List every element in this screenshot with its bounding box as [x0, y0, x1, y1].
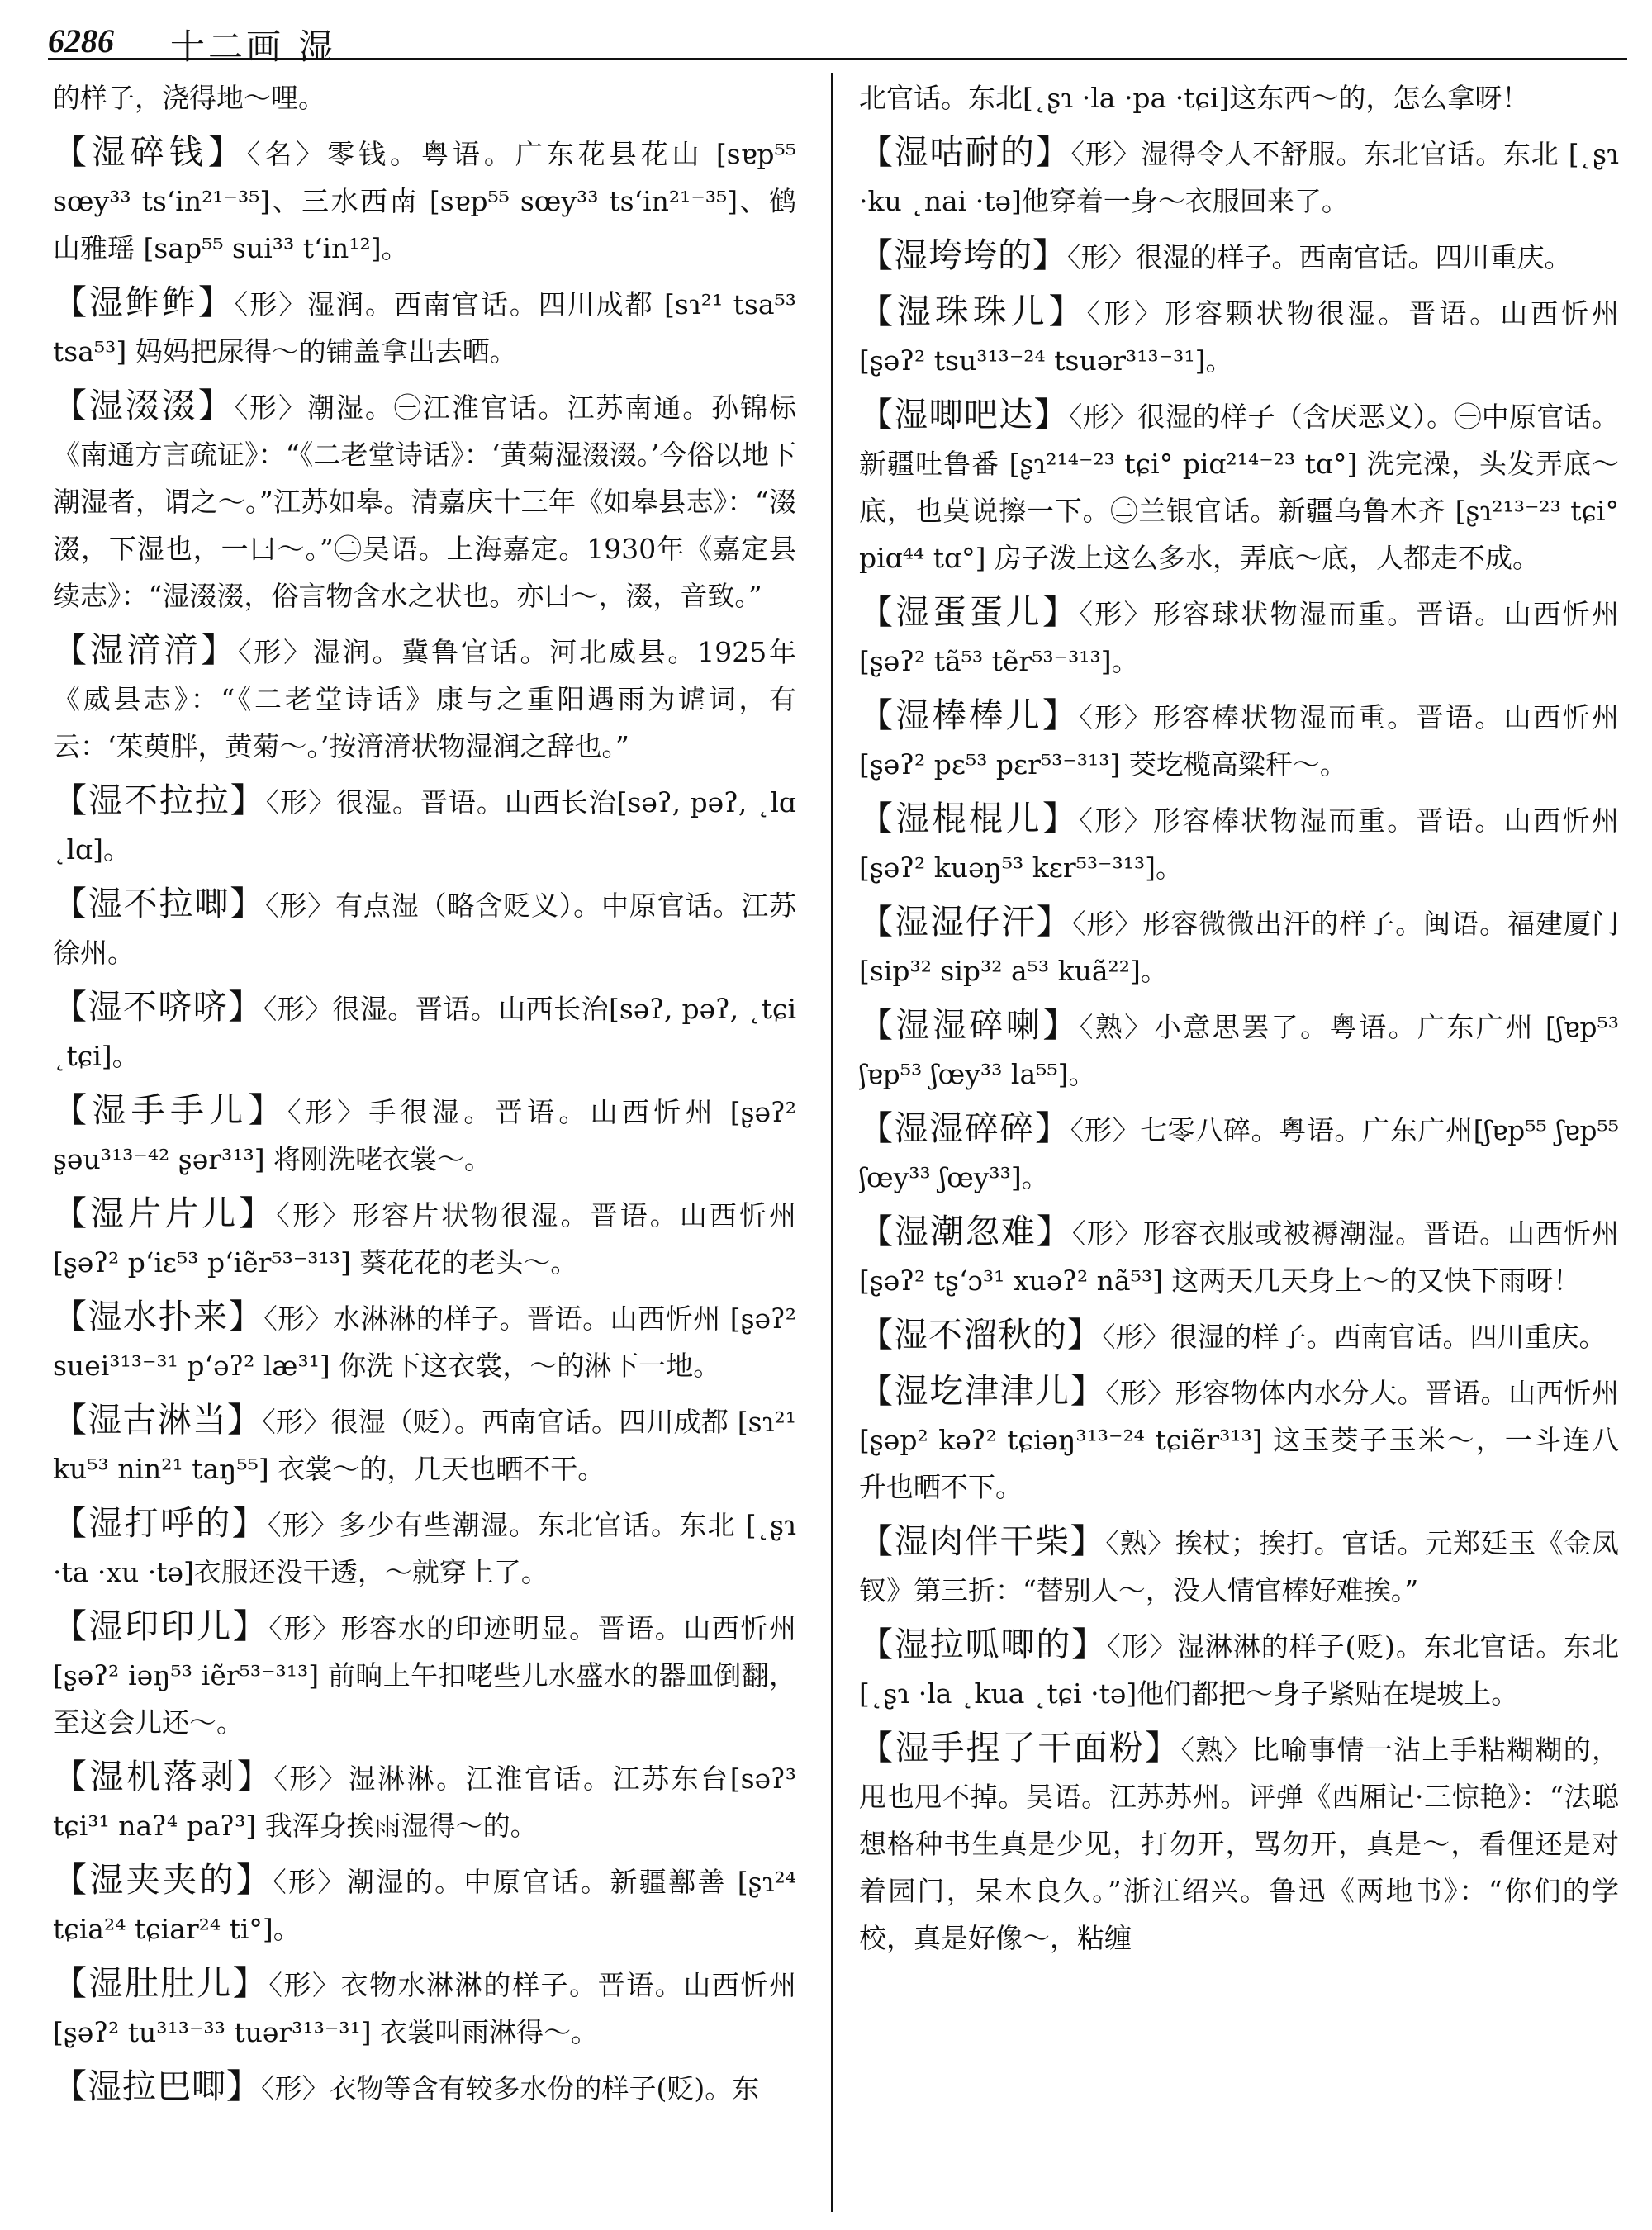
entry-definition: 〈形〉形容颗状物很湿。晋语。山西忻州 [ʂəʔ² tsu³¹³⁻²⁴ tsuər³¹³⁻³¹]。 [859, 297, 1619, 377]
entry-definition: 北官话。东北[˛ʂɿ ·la ·pa ·tɕi]这东西～的，怎么拿呀！ [859, 82, 1530, 114]
dictionary-entry [53, 1753, 796, 1849]
dictionary-entry [53, 129, 796, 272]
dictionary-entry [53, 880, 796, 976]
entry-definition: 〈形〉手很湿。晋语。山西忻州 [ʂəʔ² ʂəu³¹³⁻⁴² ʂər³¹³] 将刚洗咾衣裳～。 [53, 1096, 796, 1175]
dictionary-entry [53, 1293, 796, 1389]
header-rule [48, 58, 1627, 60]
entry-definition: 〈形〉很湿的样子。西南官话。四川重庆。 [1067, 241, 1572, 273]
entry-definition: 〈形〉形容微微出汗的样子。闽语。福建厦门 [sip³² sip³² a⁵³ kuã²²]。 [859, 908, 1619, 987]
dictionary-entry [53, 1500, 796, 1596]
entry-headword: 【湿唧吧达】 [859, 395, 1069, 434]
entry-definition: 〈熟〉小意思罢了。粤语。广东广州 [ʃɐp⁵³ ʃɐp⁵³ ʃœy³³ la⁵⁵]。 [859, 1011, 1619, 1090]
entry-headword: 【湿片片儿】 [53, 1193, 277, 1233]
entry-headword: 【湿手捏了干面粉】 [859, 1728, 1181, 1767]
entry-definition: 〈形〉很湿的样子（含厌恶义）。㊀中原官话。新疆吐鲁番 [ʂɿ²¹⁴⁻²³ tɕi° piɑ²¹⁴⁻²³ tɑ°] 洗完澡，头发弄底～底，也莫说擦一下。㊁兰银官话。新疆乌鲁木齐 [ʂɿ²¹³⁻²³ tɕi° piɑ⁴⁴ tɑ°] 房子泼上这么多水，弄底～底，人都走不成。 [859, 401, 1619, 574]
entry-headword: 【湿机落剥】 [53, 1757, 274, 1796]
entry-definition: 〈形〉多少有些潮湿。东北官话。东北 [˛ʂɿ ·ta ·xu ·tə]衣服还没干透，～就穿上了。 [53, 1509, 796, 1588]
entry-headword: 【湿棍棍儿】 [859, 799, 1080, 838]
dictionary-entry [53, 73, 796, 121]
dictionary-entry [859, 1002, 1619, 1098]
entry-headword: 【湿湇湇】 [53, 630, 238, 670]
dictionary-entry [859, 692, 1619, 788]
entry-headword: 【湿垮垮的】 [859, 235, 1067, 275]
entry-definition: 〈熟〉挨杖；挨打。官话。元郑廷玉《金凤钗》第三折：“替别人～，没人情官棒好难挨。” [859, 1527, 1619, 1606]
dictionary-entry [53, 1087, 796, 1183]
entry-headword: 【湿肚肚儿】 [53, 1963, 269, 2003]
entry-headword: 【湿打呼的】 [53, 1503, 268, 1543]
entry-definition: 〈名〉零钱。粤语。广东花县花山 [sɐp⁵⁵ sœy³³ tsʻin²¹⁻³⁵]、三水西南 [sɐp⁵⁵ sœy³³ tsʻin²¹⁻³⁵]、鹤山雅瑶 [sap⁵⁵ sui³³ tʻin¹²]。 [53, 138, 796, 264]
entry-headword: 【湿手手儿】 [53, 1090, 287, 1130]
dictionary-entry [859, 232, 1619, 281]
column-divider [831, 73, 833, 2212]
entry-definition: 〈形〉湿润。西南官话。四川成都 [sɿ²¹ tsa⁵³ tsa⁵³] 妈妈把尿得～的铺盖拿出去晒。 [53, 288, 796, 368]
entry-definition: 〈形〉湿淋淋。江淮官话。江苏东台[səʔ³ tɕi³¹ naʔ⁴ paʔ³] 我浑身挨雨湿得～的。 [53, 1763, 796, 1842]
page-number: 6286 [48, 22, 114, 59]
dictionary-entry [859, 1368, 1619, 1511]
entry-headword: 【湿不拉唧】 [53, 884, 266, 923]
entry-definition: 〈形〉有点湿（略含贬义）。中原官话。江苏徐州。 [53, 890, 796, 969]
entry-headword: 【湿湿碎碎】 [859, 1108, 1070, 1148]
entry-headword: 【湿蛋蛋儿】 [859, 592, 1080, 632]
entry-definition: 〈形〉形容衣服或被褥潮湿。晋语。山西忻州 [ʂəʔ² tʂʻɔ³¹ xuəʔ² nã⁵³] 这两天几天身上～的又快下雨呀！ [859, 1217, 1619, 1297]
dictionary-entry [859, 1518, 1619, 1614]
dictionary-entry [53, 777, 796, 873]
entry-headword: 【湿古淋当】 [53, 1400, 263, 1440]
dictionary-entry [53, 2063, 796, 2112]
page-header [48, 18, 1627, 67]
entry-definition: 〈形〉很湿。晋语。山西长治[səʔ, pəʔ, ˛lɑ ˛lɑ]。 [53, 786, 796, 866]
dictionary-entry [859, 1621, 1619, 1717]
dictionary-entry [859, 1208, 1619, 1304]
entry-headword: 【湿湿仔汗】 [859, 902, 1072, 942]
dictionary-entry [53, 1960, 796, 2056]
entry-headword: 【湿不拉拉】 [53, 780, 266, 820]
left-column [53, 73, 796, 2220]
entry-headword: 【湿湿碎喇】 [859, 1005, 1080, 1045]
entry-definition: 〈形〉形容球状物湿而重。晋语。山西忻州 [ʂəʔ² tã⁵³ tẽr⁵³⁻³¹³]。 [859, 598, 1619, 677]
entry-definition: 〈形〉潮湿。㊀江淮官话。江苏南通。孙锦标《南通方言疏证》：“《二老堂诗话》：‘黄菊湿涰涰。’今俗以地下潮湿者，谓之～。”江苏如皋。清嘉庆十三年《如皋县志》：“涰涰，下湿也，一曰～。”㊁吴语。上海嘉定。1930年《嘉定县续志》：“湿涰涰，俗言物含水之状也。亦曰～，涰，音致。” [53, 391, 796, 612]
entry-headword: 【湿鲊鲊】 [53, 282, 235, 322]
entry-definition: 〈形〉水淋淋的样子。晋语。山西忻州 [ʂəʔ² suei³¹³⁻³¹ pʻəʔ² læ³¹] 你洗下这衣裳，～的淋下一地。 [53, 1302, 796, 1382]
entry-headword: 【湿珠珠儿】 [859, 292, 1087, 331]
entry-definition: 〈形〉很湿。晋语。山西长治[səʔ, pəʔ, ˛tɕi ˛tɕi]。 [53, 993, 796, 1072]
entry-headword: 【湿不溜秋的】 [859, 1315, 1102, 1355]
entry-definition: 〈形〉形容棒状物湿而重。晋语。山西忻州 [ʂəʔ² kuəŋ⁵³ kɛr⁵³⁻³¹³]。 [859, 804, 1619, 884]
section-title: 十二画 湿 [170, 26, 337, 67]
entry-definition: 〈形〉湿润。冀鲁官话。河北威县。1925年《威县志》：“《二老堂诗话》康与之重阳遇雨为谑词，有云：‘茱萸胖，黄菊～。’按湇湇状物湿润之辞也。” [53, 636, 796, 762]
entry-headword: 【湿印印儿】 [53, 1606, 269, 1646]
entry-definition: 〈形〉衣物水淋淋的样子。晋语。山西忻州 [ʂəʔ² tu³¹³⁻³³ tuər³¹³⁻³¹] 衣裳叫雨淋得～。 [53, 1969, 796, 2048]
dictionary-entry [859, 589, 1619, 685]
entry-definition: 〈形〉潮湿的。中原官话。新疆鄯善 [ʂɿ²⁴ tɕia²⁴ tɕiar²⁴ ti°]。 [53, 1866, 796, 1945]
dictionary-entry [859, 1725, 1619, 1962]
dictionary-entry [53, 984, 796, 1079]
entry-headword: 【湿不哜哜】 [53, 987, 263, 1027]
entry-headword: 【湿涰涰】 [53, 386, 235, 425]
entry-headword: 【湿棒棒儿】 [859, 695, 1080, 735]
entry-definition: 〈形〉衣物等含有较多水份的样子(贬)。东 [261, 2072, 760, 2104]
dictionary-entry [859, 129, 1619, 225]
entry-definition: 〈形〉形容物体内水分大。晋语。山西忻州 [ʂəp² kəʔ² tɕiəŋ³¹³⁻²⁴ tɕiẽr³¹³] 这玉茭子玉米～，一斗连八升也晒不下。 [859, 1377, 1619, 1503]
dictionary-entry [859, 1105, 1619, 1201]
dictionary-entry [859, 391, 1619, 581]
right-column [859, 73, 1619, 2220]
dictionary-entry [53, 1857, 796, 1952]
entry-headword: 【湿圪津津儿】 [859, 1371, 1106, 1411]
entry-definition: 〈形〉湿得令人不舒服。东北官话。东北 [˛ʂɿ ·ku ˛nai ·tə]他穿着一身～衣服回来了。 [859, 138, 1619, 217]
entry-headword: 【湿夹夹的】 [53, 1860, 273, 1900]
entry-definition: 〈熟〉比喻事情一沾上手粘糊糊的，甩也甩不掉。吴语。江苏苏州。评弹《西厢记·三惊艳》：“法聪想格种书生真是少见，打勿开，骂勿开，真是～，看俚还是对着园门，呆木良久。”浙江绍兴。鲁迅《两地书》：“你们的学校，真是好像～，粘缠 [859, 1734, 1619, 1954]
dictionary-entry [859, 899, 1619, 994]
entry-definition: 〈形〉湿淋淋的样子(贬)。东北官话。东北[˛ʂɿ ·la ˛kua ˛tɕi ·tə]他们都把～身子紧贴在堤坡上。 [859, 1630, 1619, 1710]
dictionary-entry [859, 795, 1619, 891]
entry-headword: 【湿拉呱唧的】 [859, 1625, 1108, 1664]
dictionary-entry [53, 627, 796, 770]
dictionary-entry [53, 279, 796, 375]
entry-headword: 【湿水扑来】 [53, 1297, 264, 1336]
entry-headword: 【湿咕耐的】 [859, 132, 1071, 172]
entry-definition: 〈形〉很湿的样子。西南官话。四川重庆。 [1102, 1321, 1607, 1353]
dictionary-entry [53, 1397, 796, 1492]
entry-headword: 【湿肉伴干柴】 [859, 1521, 1106, 1561]
entry-headword: 【湿潮忽难】 [859, 1212, 1072, 1251]
dictionary-entry [53, 382, 796, 619]
dictionary-entry [859, 1312, 1619, 1360]
dictionary-entry [859, 73, 1619, 121]
dictionary-entry [859, 288, 1619, 384]
entry-headword: 【湿拉巴唧】 [53, 2066, 261, 2106]
entry-definition: 的样子，浇得地～哩。 [53, 82, 325, 114]
dictionary-entry [53, 1603, 796, 1746]
entry-definition: 〈形〉形容片状物很湿。晋语。山西忻州 [ʂəʔ² pʻiɛ⁵³ pʻiẽr⁵³⁻³¹³] 葵花花的老头～。 [53, 1199, 796, 1279]
entry-definition: 〈形〉七零八碎。粤语。广东广州[ʃɐp⁵⁵ ʃɐp⁵⁵ ʃœy³³ ʃœy³³]。 [859, 1114, 1619, 1193]
entry-definition: 〈形〉形容棒状物湿而重。晋语。山西忻州 [ʂəʔ² pɛ⁵³ pɛr⁵³⁻³¹³] 茭圪榄高粱秆～。 [859, 701, 1619, 780]
entry-headword: 【湿碎钱】 [53, 132, 247, 172]
entry-definition: 〈形〉很湿（贬）。西南官话。四川成都 [sɿ²¹ ku⁵³ nin²¹ taŋ⁵⁵] 衣裳～的，几天也晒不干。 [53, 1406, 796, 1485]
dictionary-entry [53, 1190, 796, 1286]
entry-definition: 〈形〉形容水的印迹明显。晋语。山西忻州 [ʂəʔ² iəŋ⁵³ iẽr⁵³⁻³¹³] 前晌上午扣咾些儿水盛水的器皿倒翻，至这会儿还～。 [53, 1612, 796, 1739]
